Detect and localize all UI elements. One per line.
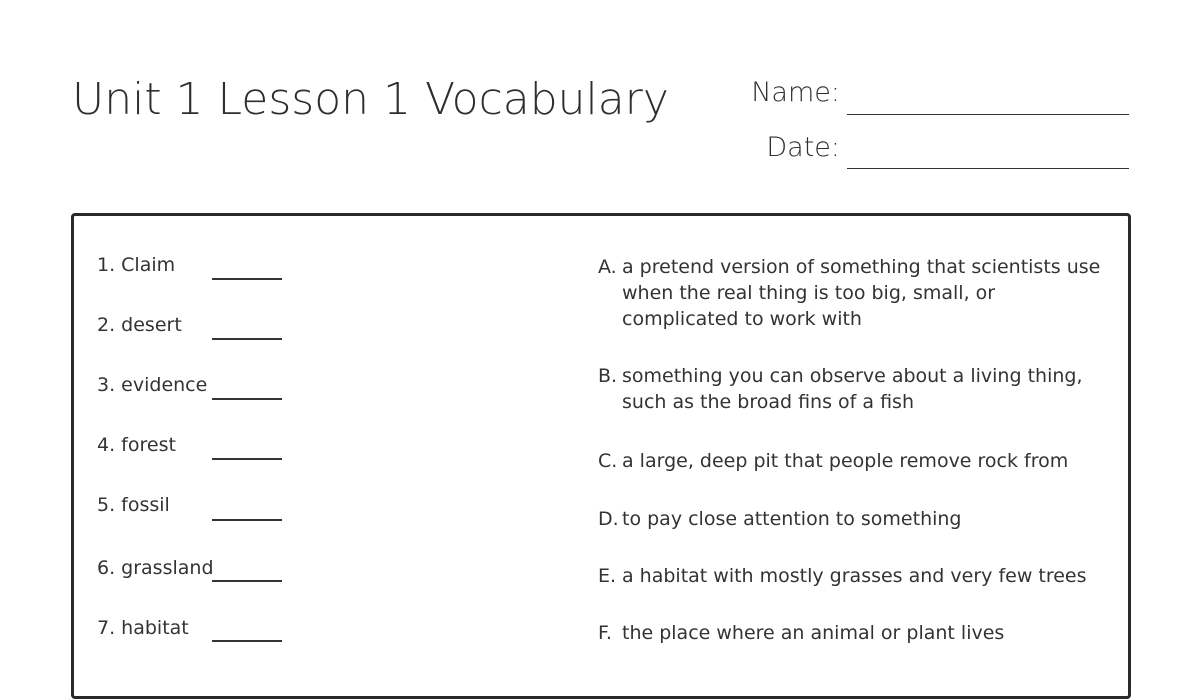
term-item: 1. Claim (97, 254, 176, 276)
definition-letter: A. (598, 256, 617, 278)
term-item: 3. evidence (97, 374, 208, 396)
answer-blank[interactable] (212, 640, 282, 642)
term-item: 7. habitat (97, 617, 189, 639)
definition-letter: B. (598, 365, 618, 387)
answer-blank[interactable] (212, 519, 282, 521)
name-label: Name: (751, 77, 840, 108)
answer-blank[interactable] (212, 338, 282, 340)
term-item: 5. fossil (97, 494, 170, 516)
term-item: 4. forest (97, 434, 176, 456)
term-item: 2. desert (97, 314, 182, 336)
answer-blank[interactable] (212, 278, 282, 280)
definition-letter: C. (598, 450, 618, 472)
definition-item (598, 620, 1108, 646)
definition-text: to pay close attention to something (622, 508, 962, 530)
definition-letter: D. (598, 508, 619, 530)
definition-item (598, 254, 1108, 332)
definition-item (598, 363, 1108, 415)
definition-text: a large, deep pit that people remove rock from (622, 450, 1069, 472)
name-field[interactable] (847, 114, 1129, 115)
definition-letter: E. (598, 565, 617, 587)
term-item: 6. grassland (97, 557, 214, 579)
date-label: Date: (766, 132, 840, 163)
worksheet-title: Unit 1 Lesson 1 Vocabulary (72, 74, 669, 125)
definition-text: the place where an animal or plant lives (622, 622, 1005, 644)
definition-text: something you can observe about a living thing, such as the broad fins of a fish (622, 365, 1083, 413)
definition-item (598, 506, 1108, 532)
answer-blank[interactable] (212, 398, 282, 400)
definition-text: a habitat with mostly grasses and very few trees (622, 565, 1087, 587)
answer-blank[interactable] (212, 458, 282, 460)
definition-item (598, 563, 1108, 589)
date-field[interactable] (847, 168, 1129, 169)
answer-blank[interactable] (212, 580, 282, 582)
definition-letter: F. (598, 622, 612, 644)
definition-item (598, 448, 1108, 474)
definition-text: a pretend version of something that scientists use when the real thing is too big, small, or complicated to work with (622, 256, 1101, 330)
